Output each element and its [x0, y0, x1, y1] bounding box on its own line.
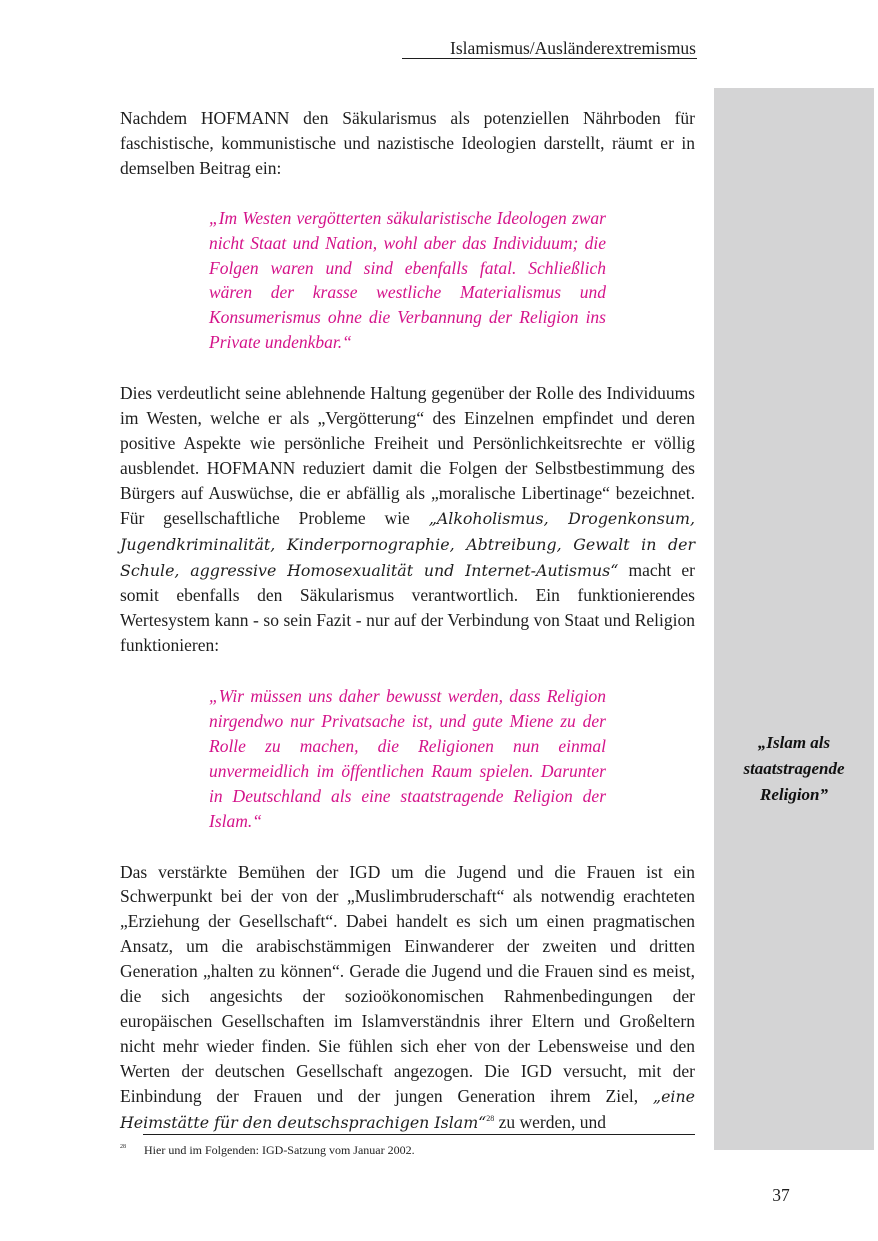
margin-bar: [714, 88, 874, 1150]
paragraph-1: Nachdem HOFMANN den Säkularismus als potenziellen Nährboden für faschistische, kommunistische und nazistische Ideologien darstellt, räumt er in demselben Beitrag ein:: [120, 108, 695, 178]
page-number: 37: [772, 1185, 790, 1205]
paragraph-2-text-a: Dies verdeutlicht seine ablehnende Haltung gegenüber der Rolle des Individuums im Westen, welche er als „Vergötterung“ des Einzelnen empfindet und deren positive Aspekte wie persönliche Freiheit und Persönlichkeitsrechte er völlig ausblendet. HOFMANN reduziert damit die Folgen der Selbstbestimmung des Bürgers auf Auswüchse, die er abfällig als „moralische Libertinage“ bezeichnet. Für gesellschaftliche Probleme wie: [120, 383, 695, 528]
margin-note: „Islam als staatstragende Religion”: [743, 733, 845, 804]
paragraph-2-italic: „Alkoholismus, Drogenkonsum, Jugendkriminalität, Kinderpornographie, Abtreibung, Gewalt in der Schule, aggressive Homosexualität und Internet-Autismus“: [120, 508, 695, 580]
running-head: Islamismus/Ausländerextremismus: [450, 38, 696, 58]
quote-2: „Wir müssen uns daher bewusst werden, dass Religion nirgendwo nur Privatsache ist, und gute Miene zu der Rolle zu machen, die Religionen nun einmal unvermeidlich im öffentlichen Raum spielen. Darunter in Deutschland als eine staatstragende Religion der Islam.“: [209, 686, 606, 831]
main-content: [120, 106, 695, 1136]
footnote-text: Hier und im Folgenden: IGD-Satzung vom Januar 2002.: [144, 1143, 415, 1157]
footnote: [120, 1142, 695, 1158]
paragraph-3-text-b: zu werden, und: [494, 1111, 607, 1132]
quote-1: „Im Westen vergötterten säkularistische Ideologen zwar nicht Staat und Nation, wohl aber das Individuum; die Folgen waren und sind ebenfalls fatal. Schließlich wären der krasse westliche Materialismus und Konsumerismus ohne die Verbannung der Religion ins Private undenkbar.“: [209, 207, 606, 353]
footnote-rule: [143, 1134, 695, 1135]
paragraph-3-text-a: Das verstärkte Bemühen der IGD um die Jugend und die Frauen ist ein Schwerpunkt bei der von der „Muslimbruderschaft“ als notwendig erachteten „Erziehung der Gesellschaft“. Dabei handelt es sich um einen pragmatischen Ansatz, um die arabischstämmigen Einwanderer der zweiten und dritten Generation „halten zu können“. Gerade die Jugend und die Frauen sind es meist, die sich angesichts der sozioökonomischen Rahmenbedingungen der europäischen Gesellschaften im Islamverständnis ihrer Eltern und Großeltern nicht mehr wieder finden. Sie fühlen sich eher von der Lebensweise und den Werten der deutschen Gesellschaft angezogen. Die IGD versucht, mit der Einbindung der Frauen und der jungen Generation ihrem Ziel,: [120, 861, 695, 1106]
paragraph-2-text-b: macht er somit ebenfalls den Säkularismus verantwortlich. Ein funktionierendes Wertesystem kann - so sein Fazit - nur auf der Verbindung von Staat und Religion funktionieren:: [120, 559, 696, 656]
paragraph-2: [120, 381, 695, 658]
footnote-number: 28: [120, 1144, 126, 1150]
paragraph-3: [120, 860, 695, 1136]
footnote-reference[interactable]: 28: [486, 1113, 495, 1123]
paragraph-3-italic: „eine Heimstätte für den deutschsprachigen Islam“: [120, 1086, 695, 1132]
running-head-rule: [402, 58, 697, 59]
